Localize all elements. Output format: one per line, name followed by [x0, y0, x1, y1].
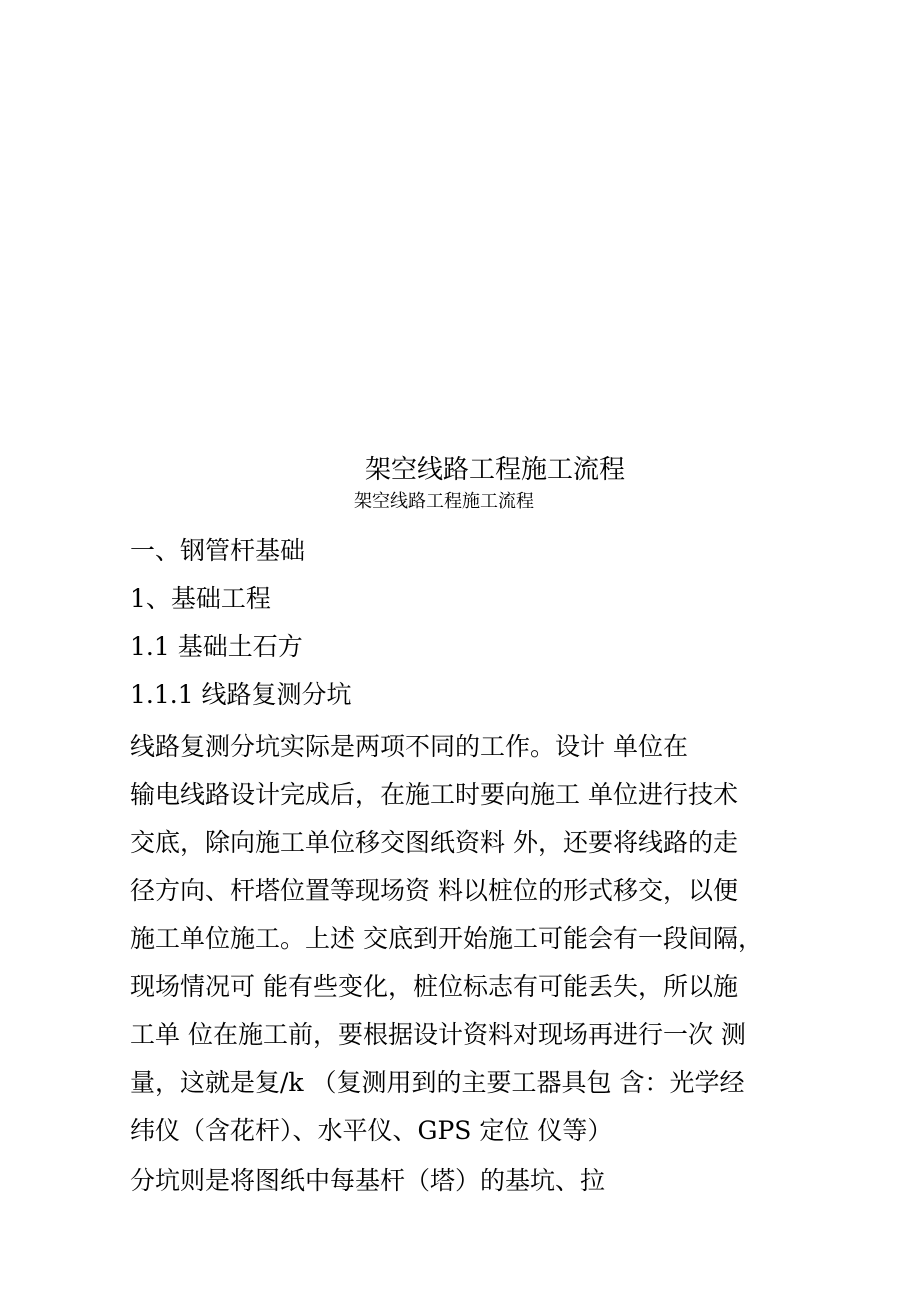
document-subtitle: 架空线路工程施工流程	[354, 491, 534, 512]
paragraph-line-3: 交底，除向施工单位移交图纸资料 外，还要将线路的走	[130, 828, 738, 857]
paragraph-line-10: 分坑则是将图纸中每基杆（塔）的基坑、拉	[130, 1166, 606, 1195]
section-heading-1-1: 1.1 基础土石方	[130, 632, 303, 661]
paragraph-line-6: 现场情况可 能有些变化，桩位标志有可能丢失，所以施	[130, 972, 738, 1001]
paragraph-line-8: 量，这就是复/k （复测用到的主要工器具包 含：光学经	[130, 1068, 745, 1097]
paragraph-line-9: 纬仪（含花杆）、水平仪、GPS 定位 仪等）	[130, 1116, 613, 1145]
paragraph-line-1: 线路复测分坑实际是两项不同的工作。设计 单位在	[130, 732, 688, 761]
paragraph-line-4: 径方向、杆塔位置等现场资 料以桩位的形式移交，以便	[130, 876, 738, 905]
paragraph-line-5: 施工单位施工。上述 交底到开始施工可能会有一段间隔，	[130, 924, 763, 953]
section-heading-1: 一、钢管杆基础	[130, 536, 306, 565]
section-heading-1-subsection: 1、基础工程	[130, 584, 271, 613]
document-title: 架空线路工程施工流程	[364, 455, 625, 485]
paragraph-line-7: 工单 位在施工前，要根据设计资料对现场再进行一次 测	[130, 1020, 746, 1049]
section-heading-1-1-1: 1.1.1 线路复测分坑	[130, 680, 352, 709]
paragraph-line-2: 输电线路设计完成后，在施工时要向施工 单位进行技术	[130, 780, 738, 809]
